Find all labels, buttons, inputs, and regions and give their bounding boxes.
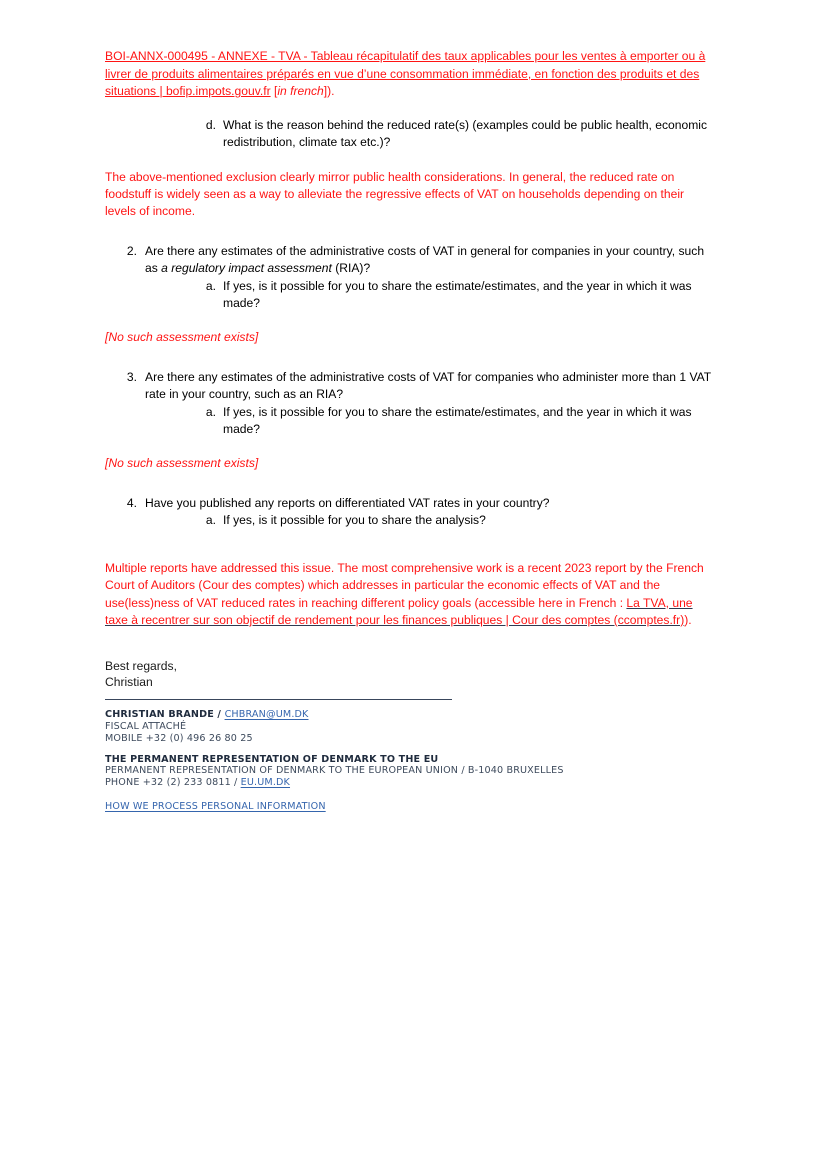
question-2-italic-term: a regulatory impact assessment [161,261,332,276]
question-2a-marker: a. [205,278,216,293]
footer-separator: / [213,709,225,721]
question-d-marker: d. [205,117,216,132]
answer-2-paragraph: [No such assessment exists] [105,330,259,345]
question-item-d [105,117,717,152]
spacer [105,629,717,659]
spacer [105,438,717,455]
spacer [105,152,717,169]
question-3a-marker: a. [205,404,216,419]
document-content [105,48,717,813]
question-item-2a [105,278,717,313]
question-4a-marker: a. [205,513,216,528]
question-3a-text: If yes, is it possible for you to share the estimate/estimates, and the year in which it was made? [223,404,692,437]
answer-4-text-before-link: Multiple reports have addressed this issue. The most comprehensive work is a recent 2023 report by the French Court of Auditors (Cour des comptes) which addresses in particular the economic effects of VAT and the use(less)ness of VAT reduced rates in reaching different policy goals (accessible here in French : [105,560,704,610]
privacy-policy-link[interactable]: HOW WE PROCESS PERSONAL INFORMATION [105,800,326,812]
spacer [105,530,717,560]
footer-org-heading: THE PERMANENT REPRESENTATION OF DENMARK TO THE EU [105,753,439,765]
signature-divider [105,699,452,700]
question-item-2 [105,243,717,278]
footer-phone-label: PHONE +32 (2) 233 0811 / [105,777,241,789]
question-item-3a [105,404,717,439]
top-link-language-note: in french [277,84,324,99]
question-item-4 [105,495,717,512]
spacer [105,789,717,801]
footer-website-link[interactable]: EU.UM.DK [240,777,291,789]
question-2-text-after-italic: (RIA)? [331,261,371,276]
cour-des-comptes-report-link[interactable]: La TVA, une taxe à recentrer sur son objectif de rendement pour les finances publiques | Cour des comptes (ccomptes.fr) [105,595,693,627]
footer-privacy-line [105,801,717,813]
answer-4-paragraph [105,560,717,630]
footer-job-title: FISCAL ATTACHÉ [105,720,187,732]
spacer [105,312,717,329]
spacer [105,221,717,243]
spacer [105,745,717,754]
answer-4-text-after-link: ). [684,612,692,627]
footer-phone-line [105,777,717,789]
spacer [105,473,717,495]
question-4-marker: 4. [126,495,137,510]
question-2-marker: 2. [126,243,137,258]
bofip-annex-link[interactable]: BOI-ANNX-000495 - ANNEXE - TVA - Tableau récapitulatif des taux applicables pour les ventes à emporter ou à livrer de produits alimentaires préparés en vue d’une consommation immédiate, en fonction des produits et des situations | bofip.impots.gouv.fr [105,49,706,99]
top-source-link-paragraph: BOI-ANNX-000495 - ANNEXE - TVA - Tableau récapitulatif des taux applicables pour les ventes à emporter ou à livrer de produits alimentaires préparés en vue d’une consommation immédiate, en fonction des produits et des situations | bofip.impots.gouv.fr [in french]). [105,49,706,99]
footer-email-link[interactable]: CHBRAN@UM.DK [224,709,309,721]
footer-org-address: PERMANENT REPRESENTATION OF DENMARK TO THE EUROPEAN UNION / B-1040 BRUXELLES [105,765,564,777]
question-2a-text: If yes, is it possible for you to share the estimate/estimates, and the year in which it was made? [223,278,692,311]
question-2-text-before-italic: Are there any estimates of the administrative costs of VAT in general for companies in your country, such as [145,243,705,276]
spacer [105,347,717,369]
signature-name: Christian [105,674,153,689]
question-4a-text: If yes, is it possible for you to share the analysis? [223,513,486,528]
question-item-3 [105,369,717,404]
question-3-text: Are there any estimates of the administrative costs of VAT for companies who administer more than 1 VAT rate in your country, such as an RIA? [145,369,711,402]
question-d-text: What is the reason behind the reduced rate(s) (examples could be public health, economic redistribution, climate tax etc.)? [223,117,708,150]
signature-closing: Best regards, [105,659,177,674]
question-3-marker: 3. [126,369,137,384]
question-4-text: Have you published any reports on differentiated VAT rates in your country? [145,495,550,510]
question-item-4a [105,512,717,529]
footer-person-name: CHRISTIAN BRANDE [105,709,214,721]
top-link-suffix: ]). [323,84,335,99]
answer-d-paragraph: The above-mentioned exclusion clearly mirror public health considerations. In general, the reduced rate on foodstuff is widely seen as a way to alleviate the regressive effects of VAT on households depending on their levels of income. [105,169,685,219]
footer-mobile: MOBILE +32 (0) 496 26 80 25 [105,732,253,744]
answer-3-paragraph: [No such assessment exists] [105,456,259,471]
footer-person-line [105,709,717,721]
